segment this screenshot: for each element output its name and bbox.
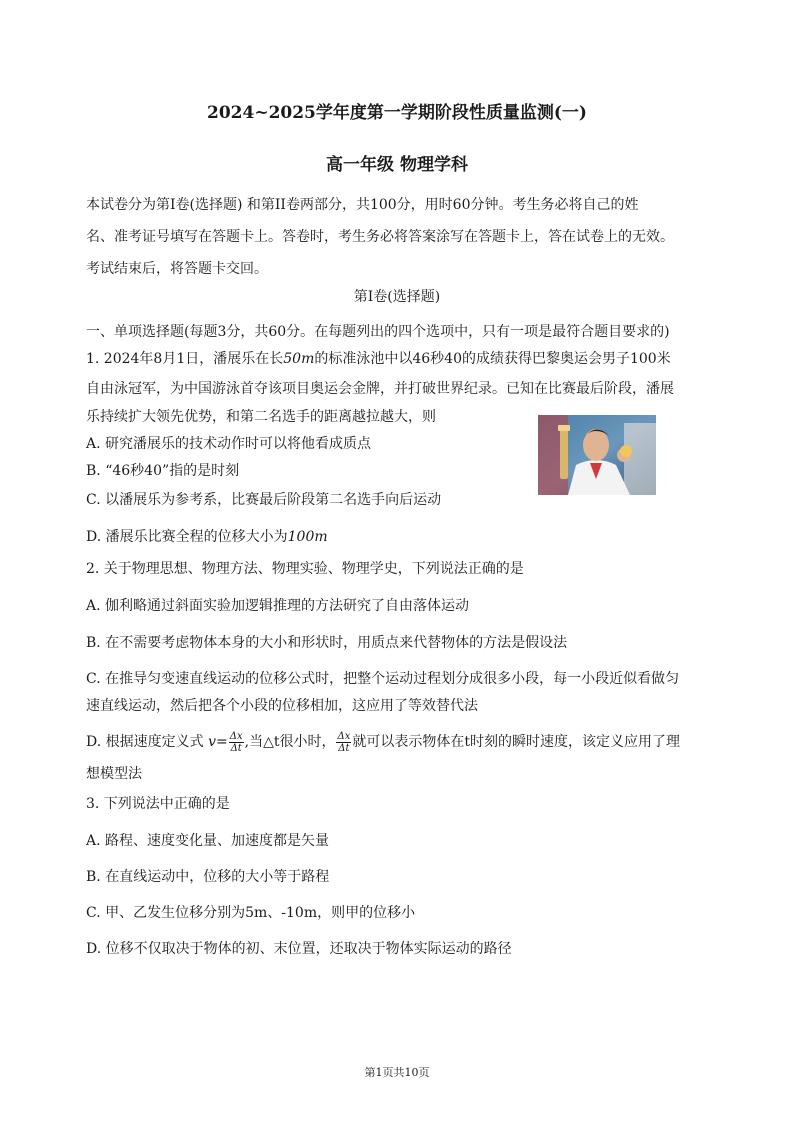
q2-fraction-1 [229,731,244,754]
q3-option-a: A. 路程、速度变化量、加速度都是矢量 [86,833,330,849]
q1-pool-length: 50m [283,351,315,367]
q2-fraction-1-denominator: Δt [230,742,242,754]
q1-stem-line-2: 自由泳冠军，为中国游泳首夺该项目奥运会金牌，并打破世界纪录。已知在比赛最后阶段，潘展 [86,381,674,397]
q1-option-c: C. 以潘展乐为参考系，比赛最后阶段第二名选手向后运动 [86,492,442,508]
q2-fraction-2-numerator: Δx [337,730,351,742]
q3-option-b: B. 在直线运动中，位移的大小等于路程 [86,869,330,885]
q1-option-d-value: 100m [287,529,328,545]
q1-option-d [86,528,328,546]
q2-velocity-symbol: v [208,734,217,750]
q1-stem-line-3: 乐持续扩大领先优势，和第二名选手的距离越拉越大，则 [86,409,436,425]
q2-option-c-line-1: C. 在推导匀变速直线运动的位移公式时，把整个运动过程划分成很多小段，每一小段近似看做匀 [86,671,680,687]
q2-fraction-2-denominator: Δt [338,742,350,754]
q2-option-b: B. 在不需要考虑物体本身的大小和形状时，用质点来代替物体的方法是假设法 [86,635,568,651]
q2-equals-sign: = [216,734,228,750]
q2-fraction-1-numerator: Δx [229,730,243,742]
q2-fraction-2 [336,731,351,754]
exam-subtitle: 高一年级 物理学科 [326,155,468,175]
q2-option-d-text-b: ,当△t很小时， [244,734,336,750]
q1-stem-line-1 [86,350,671,368]
q2-option-c-line-2: 速直线运动，然后把各个小段的位移相加，这应用了等效替代法 [86,698,478,714]
q3-option-d: D. 位移不仅取决于物体的初、末位置，还取决于物体实际运动的路径 [86,941,512,957]
section1-heading: 一、单项选择题(每题3分，共60分。在每题列出的四个选项中，只有一项是最符合题目要求的) [86,324,670,340]
intro-line-1: 本试卷分为第I卷(选择题) 和第II卷两部分，共100分，用时60分钟。考生务必将自己的姓 [86,197,639,213]
q2-stem: 2. 关于物理思想、物理方法、物理实验、物理学史，下列说法正确的是 [86,561,524,577]
q1-option-a: A. 研究潘展乐的技术动作时可以将他看成质点 [86,436,372,452]
q2-option-d-line-2: 想模型法 [86,766,142,782]
q2-option-d-line-1 [86,729,680,755]
q2-option-d-text-a: D. 根据速度定义式 [86,734,204,750]
q2-option-d-text-c: 就可以表示物体在t时刻的瞬时速度，该定义应用了理 [352,734,680,750]
part1-heading: 第Ⅰ卷(选择题) [353,289,441,305]
exam-title: 2024~2025学年度第一学期阶段性质量监测(一) [207,103,587,123]
q1-stem-text-b: 的标准泳池中以46秒40的成绩获得巴黎奥运会男子100米 [314,351,671,367]
q1-option-d-text: D. 潘展乐比赛全程的位移大小为 [86,529,288,545]
q3-stem: 3. 下列说法中正确的是 [86,796,230,812]
q3-option-c: C. 甲、乙发生位移分别为5m、-10m，则甲的位移小 [86,905,416,921]
q1-stem-text-a: 1. 2024年8月1日，潘展乐在长 [86,351,284,367]
q2-option-a: A. 伽利略通过斜面实验加逻辑推理的方法研究了自由落体运动 [86,598,470,614]
swimmer-photo [538,415,656,495]
intro-line-3: 考试结束后，将答题卡交回。 [86,261,268,277]
page-footer: 第1页共10页 [364,1066,430,1079]
intro-line-2: 名、准考证号填写在答题卡上。答卷时，考生务必将答案涂写在答题卡上，答在试卷上的无效。 [86,229,674,245]
q1-option-b: B. “46秒40”指的是时刻 [86,463,240,479]
